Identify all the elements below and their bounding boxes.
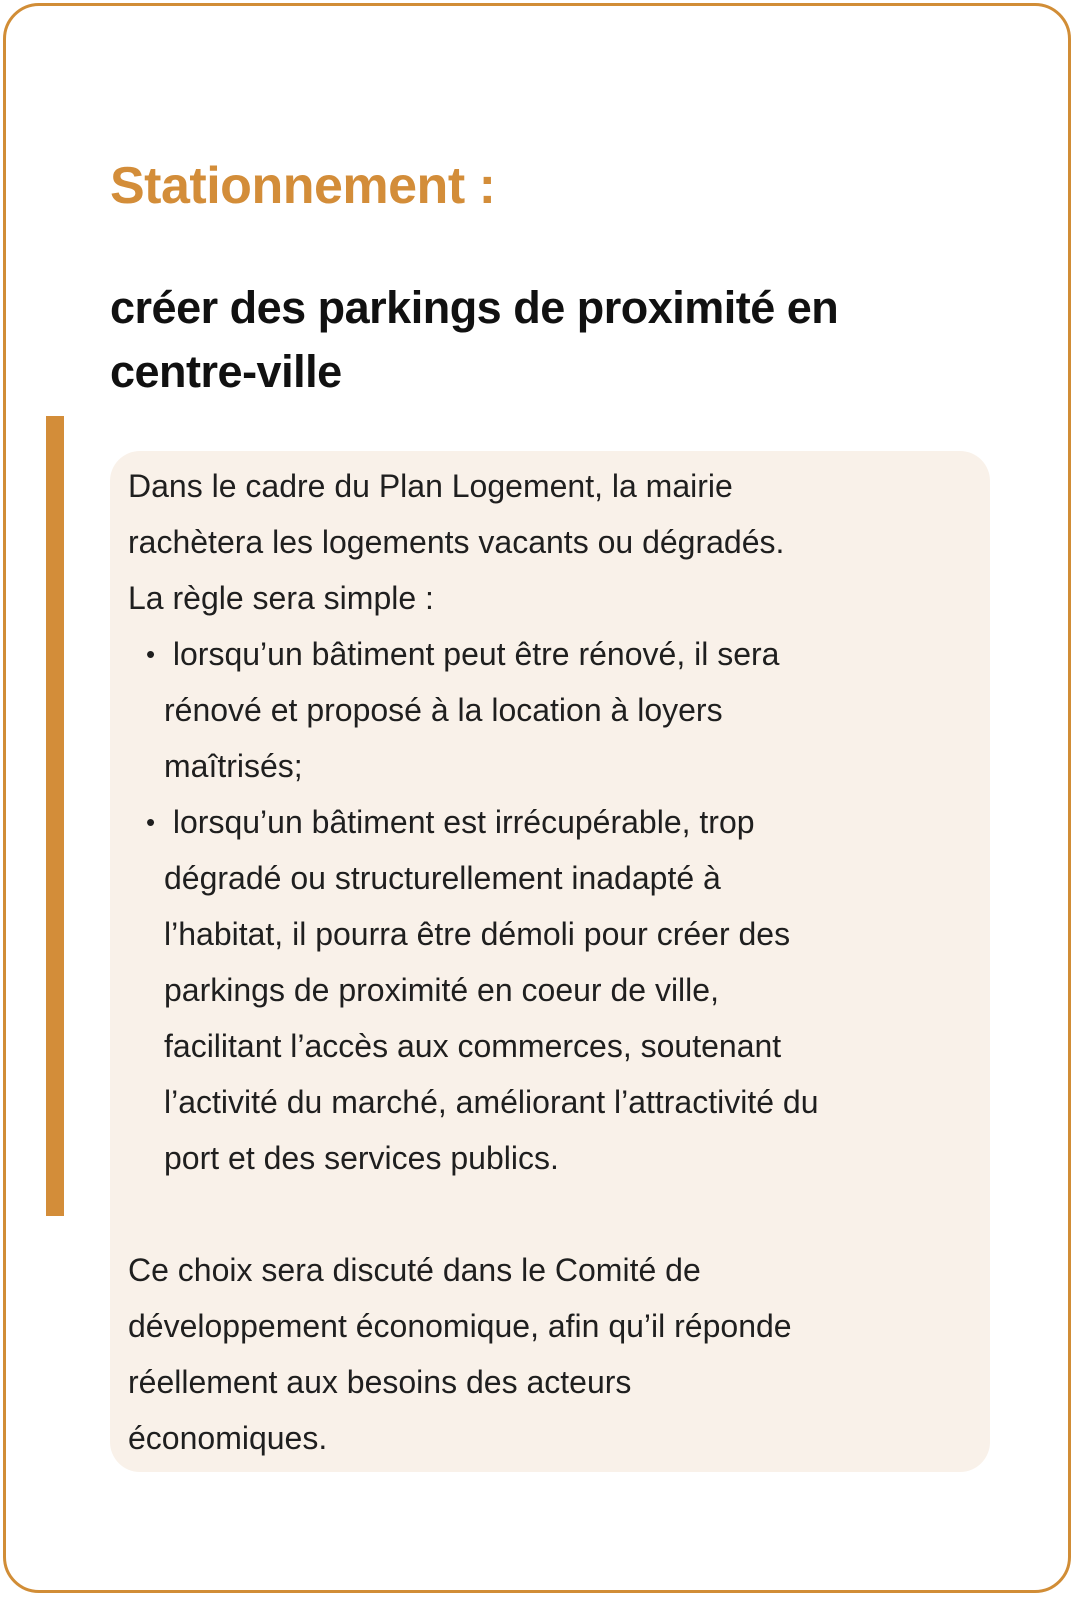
bullet-line: facilitant l’accès aux commerces, soutenant: [164, 1028, 782, 1064]
closing-line: économiques.: [128, 1420, 328, 1456]
bullet-line: parkings de proximité en coeur de ville,: [164, 972, 719, 1008]
accent-bar: [46, 416, 64, 1216]
bullet-line: lorsqu’un bâtiment est irrécupérable, trop: [172, 804, 755, 840]
closing-line: Ce choix sera discuté dans le Comité de: [128, 1252, 701, 1288]
intro-line: La règle sera simple :: [128, 580, 434, 616]
bullet-line: l’activité du marché, améliorant l’attractivité du: [164, 1084, 819, 1120]
closing-line: développement économique, afin qu’il réponde: [128, 1308, 792, 1344]
bullet-dot-icon: •: [146, 639, 156, 669]
bullet-item: [128, 794, 990, 1186]
bullet-line: rénové et proposé à la location à loyers: [164, 692, 723, 728]
subtitle: créer des parkings de proximité en centre-ville: [110, 282, 839, 397]
bullet-line: l’habitat, il pourra être démoli pour créer des: [164, 916, 791, 952]
intro-line: Dans le cadre du Plan Logement, la mairie: [128, 468, 733, 504]
paragraph-gap: [128, 1186, 990, 1242]
bullet-list: [128, 626, 990, 1186]
text-box: [110, 451, 990, 1472]
bullet-dot-icon: •: [146, 807, 156, 837]
closing-line: réellement aux besoins des acteurs: [128, 1364, 632, 1400]
bullet-line: port et des services publics.: [164, 1140, 559, 1176]
bullet-line: maîtrisés;: [164, 748, 303, 784]
bullet-line: dégradé ou structurellement inadapté à: [164, 860, 721, 896]
section-title: Stationnement :: [110, 157, 496, 215]
bullet-item: [128, 626, 990, 794]
intro-line: rachètera les logements vacants ou dégradés.: [128, 524, 785, 560]
bullet-line: lorsqu’un bâtiment peut être rénové, il sera: [172, 636, 780, 672]
